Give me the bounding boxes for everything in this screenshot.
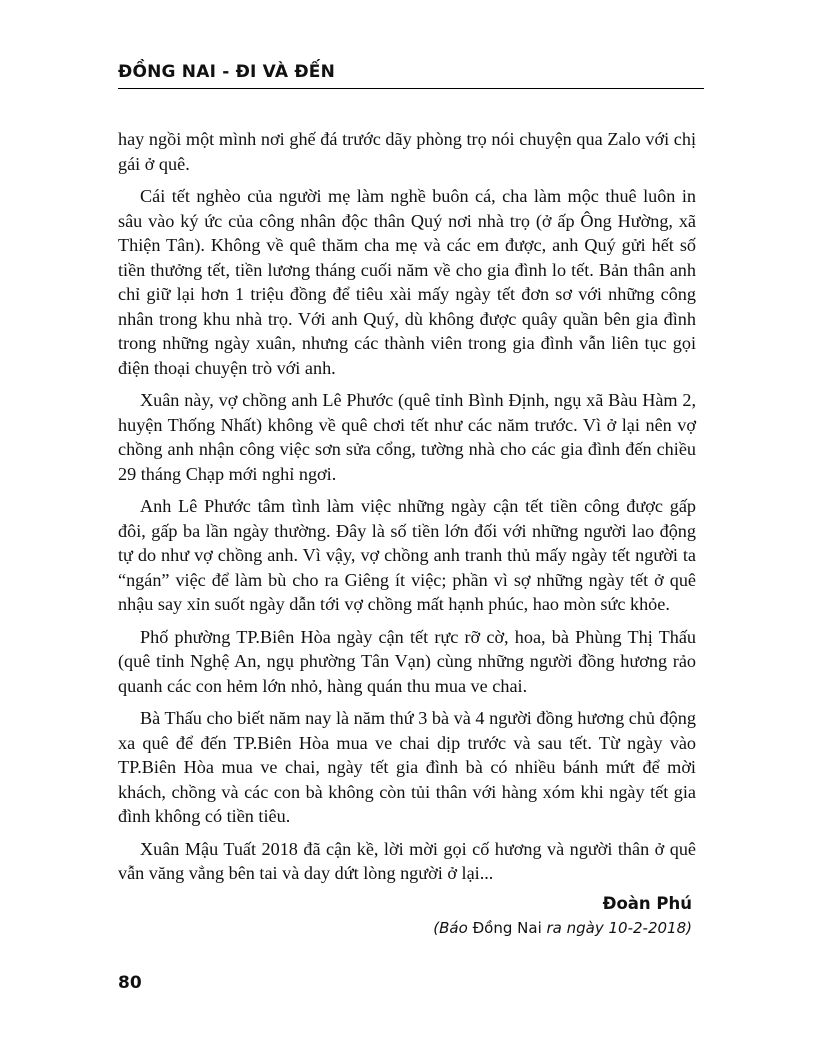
source-publication: Đồng Nai: [472, 918, 542, 937]
running-header: [118, 60, 704, 89]
source-open: (Báo: [433, 918, 473, 937]
source-citation: [118, 916, 696, 940]
paragraph-3: Xuân này, vợ chồng anh Lê Phước (quê tỉnh Bình Định, ngụ xã Bàu Hàm 2, huyện Thống Nhất) không về quê chơi tết như các năm trước. Vì ở lại nên vợ chồng anh nhận công việc sơn sửa cổng, tường nhà cho các gia đình đến chiều 29 tháng Chạp mới nghỉ ngơi.: [118, 390, 696, 484]
paragraph-5: Phố phường TP.Biên Hòa ngày cận tết rực rỡ cờ, hoa, bà Phùng Thị Thấu (quê tỉnh Nghệ An, ngụ phường Tân Vạn) cùng những người đồng hương rảo quanh các con hẻm lớn nhỏ, hàng quán thu mua ve chai.: [118, 626, 696, 696]
page-number: 80: [118, 973, 142, 993]
paragraph-7: Xuân Mậu Tuất 2018 đã cận kề, lời mời gọi cố hương và người thân ở quê vẫn văng vẳng bên tai và day dứt lòng người ở lại...: [118, 838, 696, 883]
paragraph-6: Bà Thấu cho biết năm nay là năm thứ 3 bà và 4 người đồng hương chủ động xa quê để đến TP.Biên Hòa mua ve chai dịp trước và sau tết. Từ ngày vào TP.Biên Hòa mua ve chai, ngày tết gia đình bà có nhiều bánh mứt để mời khách, chồng và các con bà không còn tủi thân với hàng xóm khi ngày tết gia đình không có tiền tiêu.: [118, 708, 696, 826]
article-body: [118, 127, 696, 940]
running-header-title: ĐỒNG NAI - ĐI VÀ ĐẾN: [118, 62, 336, 82]
header-rule: [118, 88, 704, 89]
paragraph-1: hay ngồi một mình nơi ghế đá trước dãy phòng trọ nói chuyện qua Zalo với chị gái ở quê.: [118, 129, 696, 174]
paragraph-2: Cái tết nghèo của người mẹ làm nghề buôn cá, cha làm mộc thuê luôn in sâu vào ký ức của công nhân độc thân Quý nơi nhà trọ (ở ấp Ông Hường, xã Thiện Tân). Không về quê thăm cha mẹ và các em được, anh Quý gửi hết số tiền thưởng tết, tiền lương tháng cuối năm về cho gia đình lo tết. Bản thân anh chỉ giữ lại hơn 1 triệu đồng để tiêu xài mấy ngày tết đơn sơ với những công nhân trong khu nhà trọ. Với anh Quý, dù không được quây quần bên gia đình trong những ngày xuân, nhưng các thành viên trong gia đình vẫn liên tục gọi điện thoại chuyện trò với anh.: [118, 186, 696, 378]
source-rest: ra ngày 10-2-2018): [541, 918, 692, 937]
author-signature: Đoàn Phú: [602, 893, 692, 913]
paragraph-4: Anh Lê Phước tâm tình làm việc những ngày cận tết tiền công được gấp đôi, gấp ba lần ngày thường. Đây là số tiền lớn đối với những người lao động tự do như vợ chồng anh. Vì vậy, vợ chồng anh tranh thủ mấy ngày tết người ta “ngán” việc để làm bù cho ra Giêng ít việc; phần vì sợ những ngày tết ở quê nhậu say xỉn suốt ngày dẫn tới vợ chồng mất hạnh phúc, hao mòn sức khỏe.: [118, 496, 696, 614]
